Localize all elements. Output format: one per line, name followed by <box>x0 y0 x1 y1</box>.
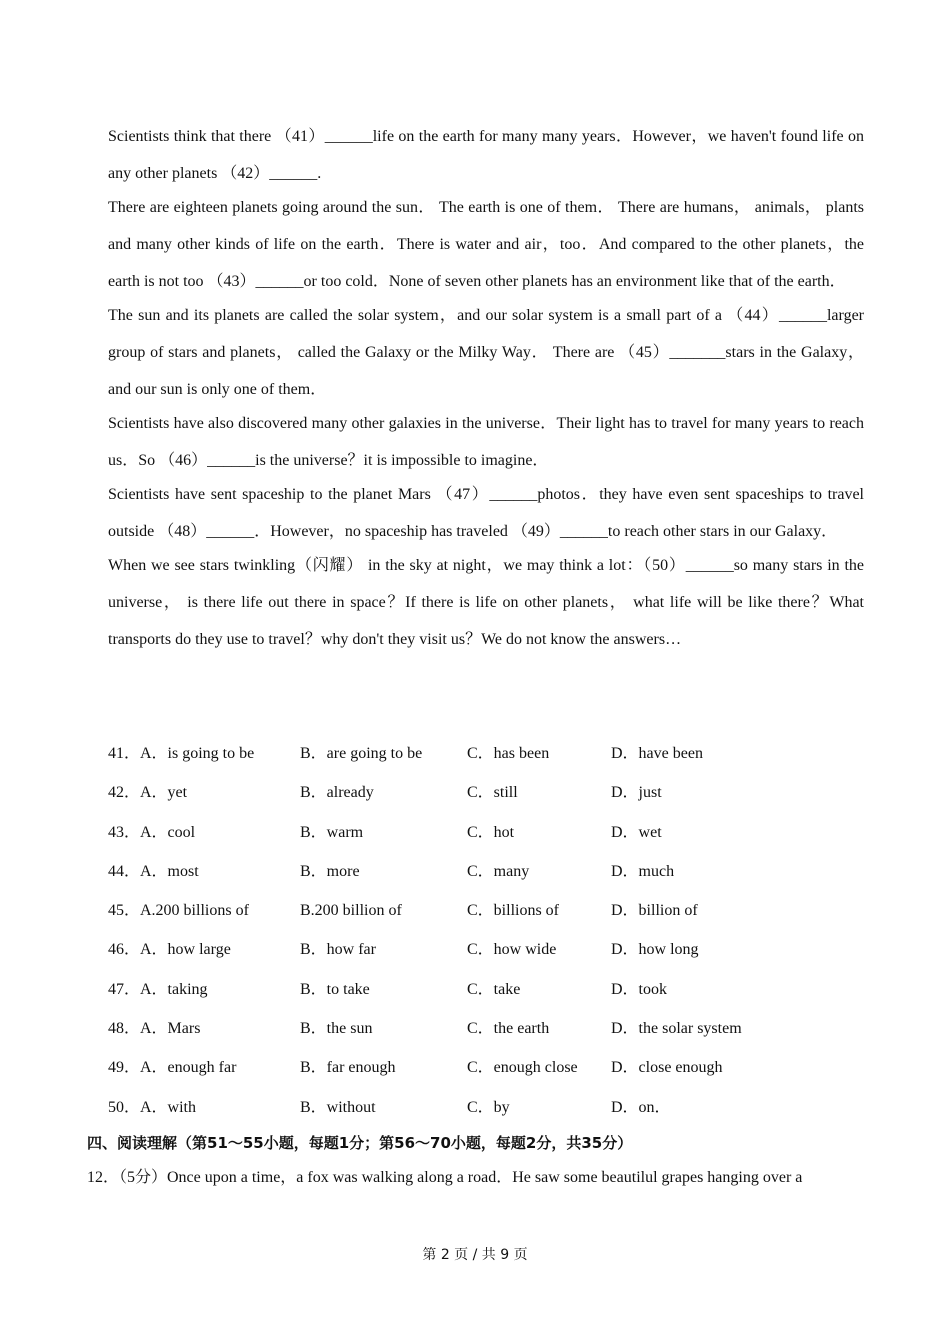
option-c: C．the earth <box>467 1020 550 1038</box>
option-b: B．are going to be <box>300 745 423 762</box>
option-d: D．much <box>611 862 675 880</box>
option-c: C．billions of <box>467 902 560 920</box>
passage-paragraph: Scientists have sent spaceship to the planet Mars （47）______photos．they have even sent spaceships to travel outside （48）______．However，no spaceship has traveled （49）______to reach other stars in our Galaxy． <box>108 486 864 540</box>
option-d: D．have been <box>611 745 703 762</box>
question-12-text: 12．（5分）Once upon a time，a fox was walking along a road．He saw some beautilul grapes hanging over a <box>87 1169 803 1186</box>
option-b: B．to take <box>300 980 370 998</box>
option-c: C．hot <box>467 823 515 841</box>
option-row-46 <box>108 930 868 969</box>
option-row-50 <box>108 1088 868 1127</box>
option-d: D．took <box>611 980 668 998</box>
passage-paragraph: Scientists think that there （41）______life on the earth for many many years．However，we haven't found life on any other planets （42）______. <box>108 128 864 182</box>
cloze-passage <box>108 118 864 658</box>
answer-options-list <box>108 734 868 1127</box>
option-row-44 <box>108 852 868 891</box>
option-c: C．by <box>467 1098 510 1116</box>
option-a: 46．A．how large <box>108 941 231 959</box>
passage-paragraph: There are eighteen planets going around the sun． The earth is one of them． There are humans， animals， plants and many other kinds of life on the earth．There is water and air，too．And compared to the other planets，the earth is not too （43）______or too cold．None of seven other planets has an environment like that of the earth． <box>108 199 864 290</box>
option-b: B．more <box>300 862 360 880</box>
option-b: B.200 billion of <box>300 902 402 920</box>
option-row-41 <box>108 734 868 773</box>
option-a: 49．A．enough far <box>108 1059 237 1077</box>
option-row-43 <box>108 813 868 852</box>
option-row-45 <box>108 891 868 930</box>
option-d: D．on． <box>611 1098 671 1116</box>
option-a: 42．A．yet <box>108 784 188 802</box>
option-b: B．the sun <box>300 1020 373 1038</box>
option-c: C．enough close <box>467 1059 578 1077</box>
option-d: D．how long <box>611 941 699 959</box>
option-b: B．how far <box>300 941 376 959</box>
section-heading: 四、阅读理解（第51～55小题，每题1分；第56～70小题，每题2分，共35分） <box>87 1134 633 1152</box>
option-d: D．the solar system <box>611 1020 742 1038</box>
option-a: 43．A．cool <box>108 823 196 841</box>
page-number: 第 2 页 / 共 9 页 <box>422 1247 528 1263</box>
option-b: B．far enough <box>300 1059 396 1077</box>
option-b: B．warm <box>300 823 364 841</box>
option-c: C．has been <box>467 745 550 762</box>
option-a: 41．A．is going to be <box>108 745 255 762</box>
option-c: C．how wide <box>467 941 557 959</box>
option-a: 44．A．most <box>108 862 199 880</box>
option-row-42 <box>108 773 868 812</box>
option-d: D．billion of <box>611 902 698 920</box>
option-d: D．close enough <box>611 1059 723 1077</box>
option-c: C．still <box>467 784 518 802</box>
option-row-47 <box>108 970 868 1009</box>
option-c: C．take <box>467 980 521 998</box>
option-a: 48．A．Mars <box>108 1020 201 1038</box>
option-row-49 <box>108 1048 868 1087</box>
option-a: 45．A.200 billions of <box>108 902 249 920</box>
passage-paragraph: Scientists have also discovered many other galaxies in the universe．Their light has to travel for many years to reach us．So （46）______is the universe？it is impossible to imagine． <box>108 415 864 469</box>
option-row-48 <box>108 1009 868 1048</box>
option-b: B．without <box>300 1098 376 1116</box>
option-b: B．already <box>300 784 374 802</box>
option-d: D．wet <box>611 823 662 841</box>
option-d: D．just <box>611 784 662 802</box>
option-a: 47．A．taking <box>108 980 208 998</box>
passage-paragraph: When we see stars twinkling（闪耀） in the sky at night，we may think a lot：（50）______so many stars in the universe， is there life out there in space？If there is life on other planets， what life will be like there？What transports do they use to travel？why don't they visit us？We do not know the answers… <box>108 557 864 648</box>
passage-paragraph: The sun and its planets are called the solar system，and our solar system is a small part of a （44）______larger group of stars and planets， called the Galaxy or the Milky Way． There are （45）_______stars in the Galaxy，and our sun is only one of them． <box>108 307 864 398</box>
option-a: 50．A．with <box>108 1098 197 1116</box>
option-c: C．many <box>467 862 530 880</box>
